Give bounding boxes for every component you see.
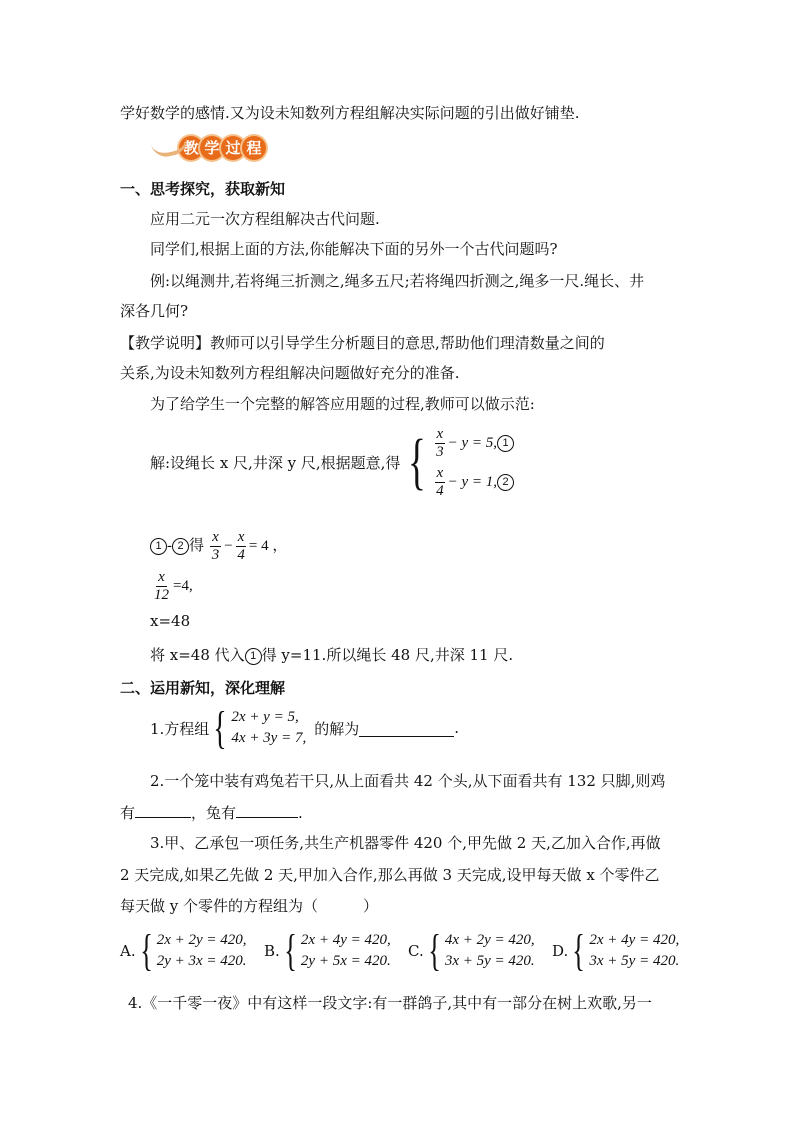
badge-char: 教: [179, 136, 203, 160]
step-1: 1 - 2 得 $\frac{x}{3}$ − $\frac{x}{4}$ = 4 ，: [150, 530, 287, 563]
question-3-line: 每天做 y 个零件的方程组为（ ）: [120, 897, 379, 915]
demo-line: 为了给学生一个完整的解答应用题的过程,教师可以做示范:: [150, 395, 535, 413]
equation-1: $\frac{x}{3}$ − y = 5, 1: [432, 427, 514, 460]
paragraph: 同学们,根据上面的方法,你能解决下面的另外一个古代问题吗?: [150, 240, 558, 258]
brace: {: [408, 428, 427, 496]
option-d[interactable]: D. { 2x + 4y = 420, 3x + 5y = 420.: [552, 926, 680, 975]
question-1: 1.方程组 { 2x + y = 5, 4x + 3y = 7, 的解为 .: [150, 702, 460, 753]
q1-equation: 4x + 3y = 7,: [231, 730, 307, 746]
note-line: 关系,为设未知数列方程组解决问题做好充分的准备.: [120, 364, 460, 382]
option-a[interactable]: A. { 2x + 2y = 420, 2y + 3x = 420.: [120, 926, 247, 975]
option-c[interactable]: C. { 4x + 2y = 420, 3x + 5y = 420.: [408, 926, 535, 975]
answer-blank[interactable]: [236, 803, 298, 818]
answer-blank[interactable]: [359, 720, 454, 737]
section1-title: 一、思考探究，获取新知: [120, 180, 286, 198]
circled-number: 1: [245, 648, 262, 665]
question-3-line: 2 天完成,如果乙先做 2 天,甲加入合作,那么再做 3 天完成,设甲每天做 x 个零件乙: [120, 866, 660, 884]
teaching-process-badge: [152, 136, 266, 160]
teaching-note: [120, 332, 605, 353]
note-text: 教师可以引导学生分析题目的意思,帮助他们理清数量之间的: [210, 334, 605, 352]
question-4-line: 4.《一千零一夜》中有这样一段文字:有一群鸽子,其中有一部分在树上欢歌,另一: [128, 994, 652, 1012]
equation-2: $\frac{x}{4}$ − y = 1, 2: [432, 466, 514, 499]
badge-char: 过: [221, 136, 245, 160]
solution-intro: 解:设绳长 x 尺,井深 y 尺,根据题意,得: [150, 453, 401, 472]
answer-blank[interactable]: [135, 803, 191, 818]
step-2: $\frac{x}{12}$ =4,: [154, 569, 193, 603]
example-line: 深各几何?: [120, 302, 189, 320]
step-4: 将 x=48 代入 1 得 y=11.所以绳长 48 尺,井深 11 尺.: [150, 646, 514, 664]
question-3-line: 3.甲、乙承包一项任务,共生产机器零件 420 个,甲先做 2 天,乙加入合作,再做: [150, 834, 661, 852]
circled-number: 2: [497, 474, 514, 491]
example-line: 例:以绳测井,若将绳三折测之,绳多五尺;若将绳四折测之,绳多一尺.绳长、井: [150, 272, 645, 290]
paragraph: 应用二元一次方程组解决古代问题.: [150, 210, 380, 228]
note-tag: 【教学说明】: [120, 334, 211, 352]
badge-char: 学: [200, 136, 224, 160]
circled-number: 1: [497, 435, 514, 452]
option-b[interactable]: B. { 2x + 4y = 420, 2y + 5x = 420.: [264, 926, 391, 975]
step-3: x=48: [150, 612, 191, 630]
intro-line: 学好数学的感情.又为设未知数列方程组解决实际问题的引出做好铺垫.: [120, 104, 580, 122]
solution-system: [150, 425, 514, 499]
badge-char: 程: [242, 136, 266, 160]
section2-title: 二、运用新知，深化理解: [120, 679, 286, 697]
question-2-line: 2.一个笼中装有鸡兔若干只,从上面看共 42 个头,从下面看共有 132 只脚,则鸡: [150, 772, 666, 790]
question-2-line: 有 ，兔有 .: [120, 804, 303, 822]
q1-equation: 2x + y = 5,: [231, 709, 299, 725]
